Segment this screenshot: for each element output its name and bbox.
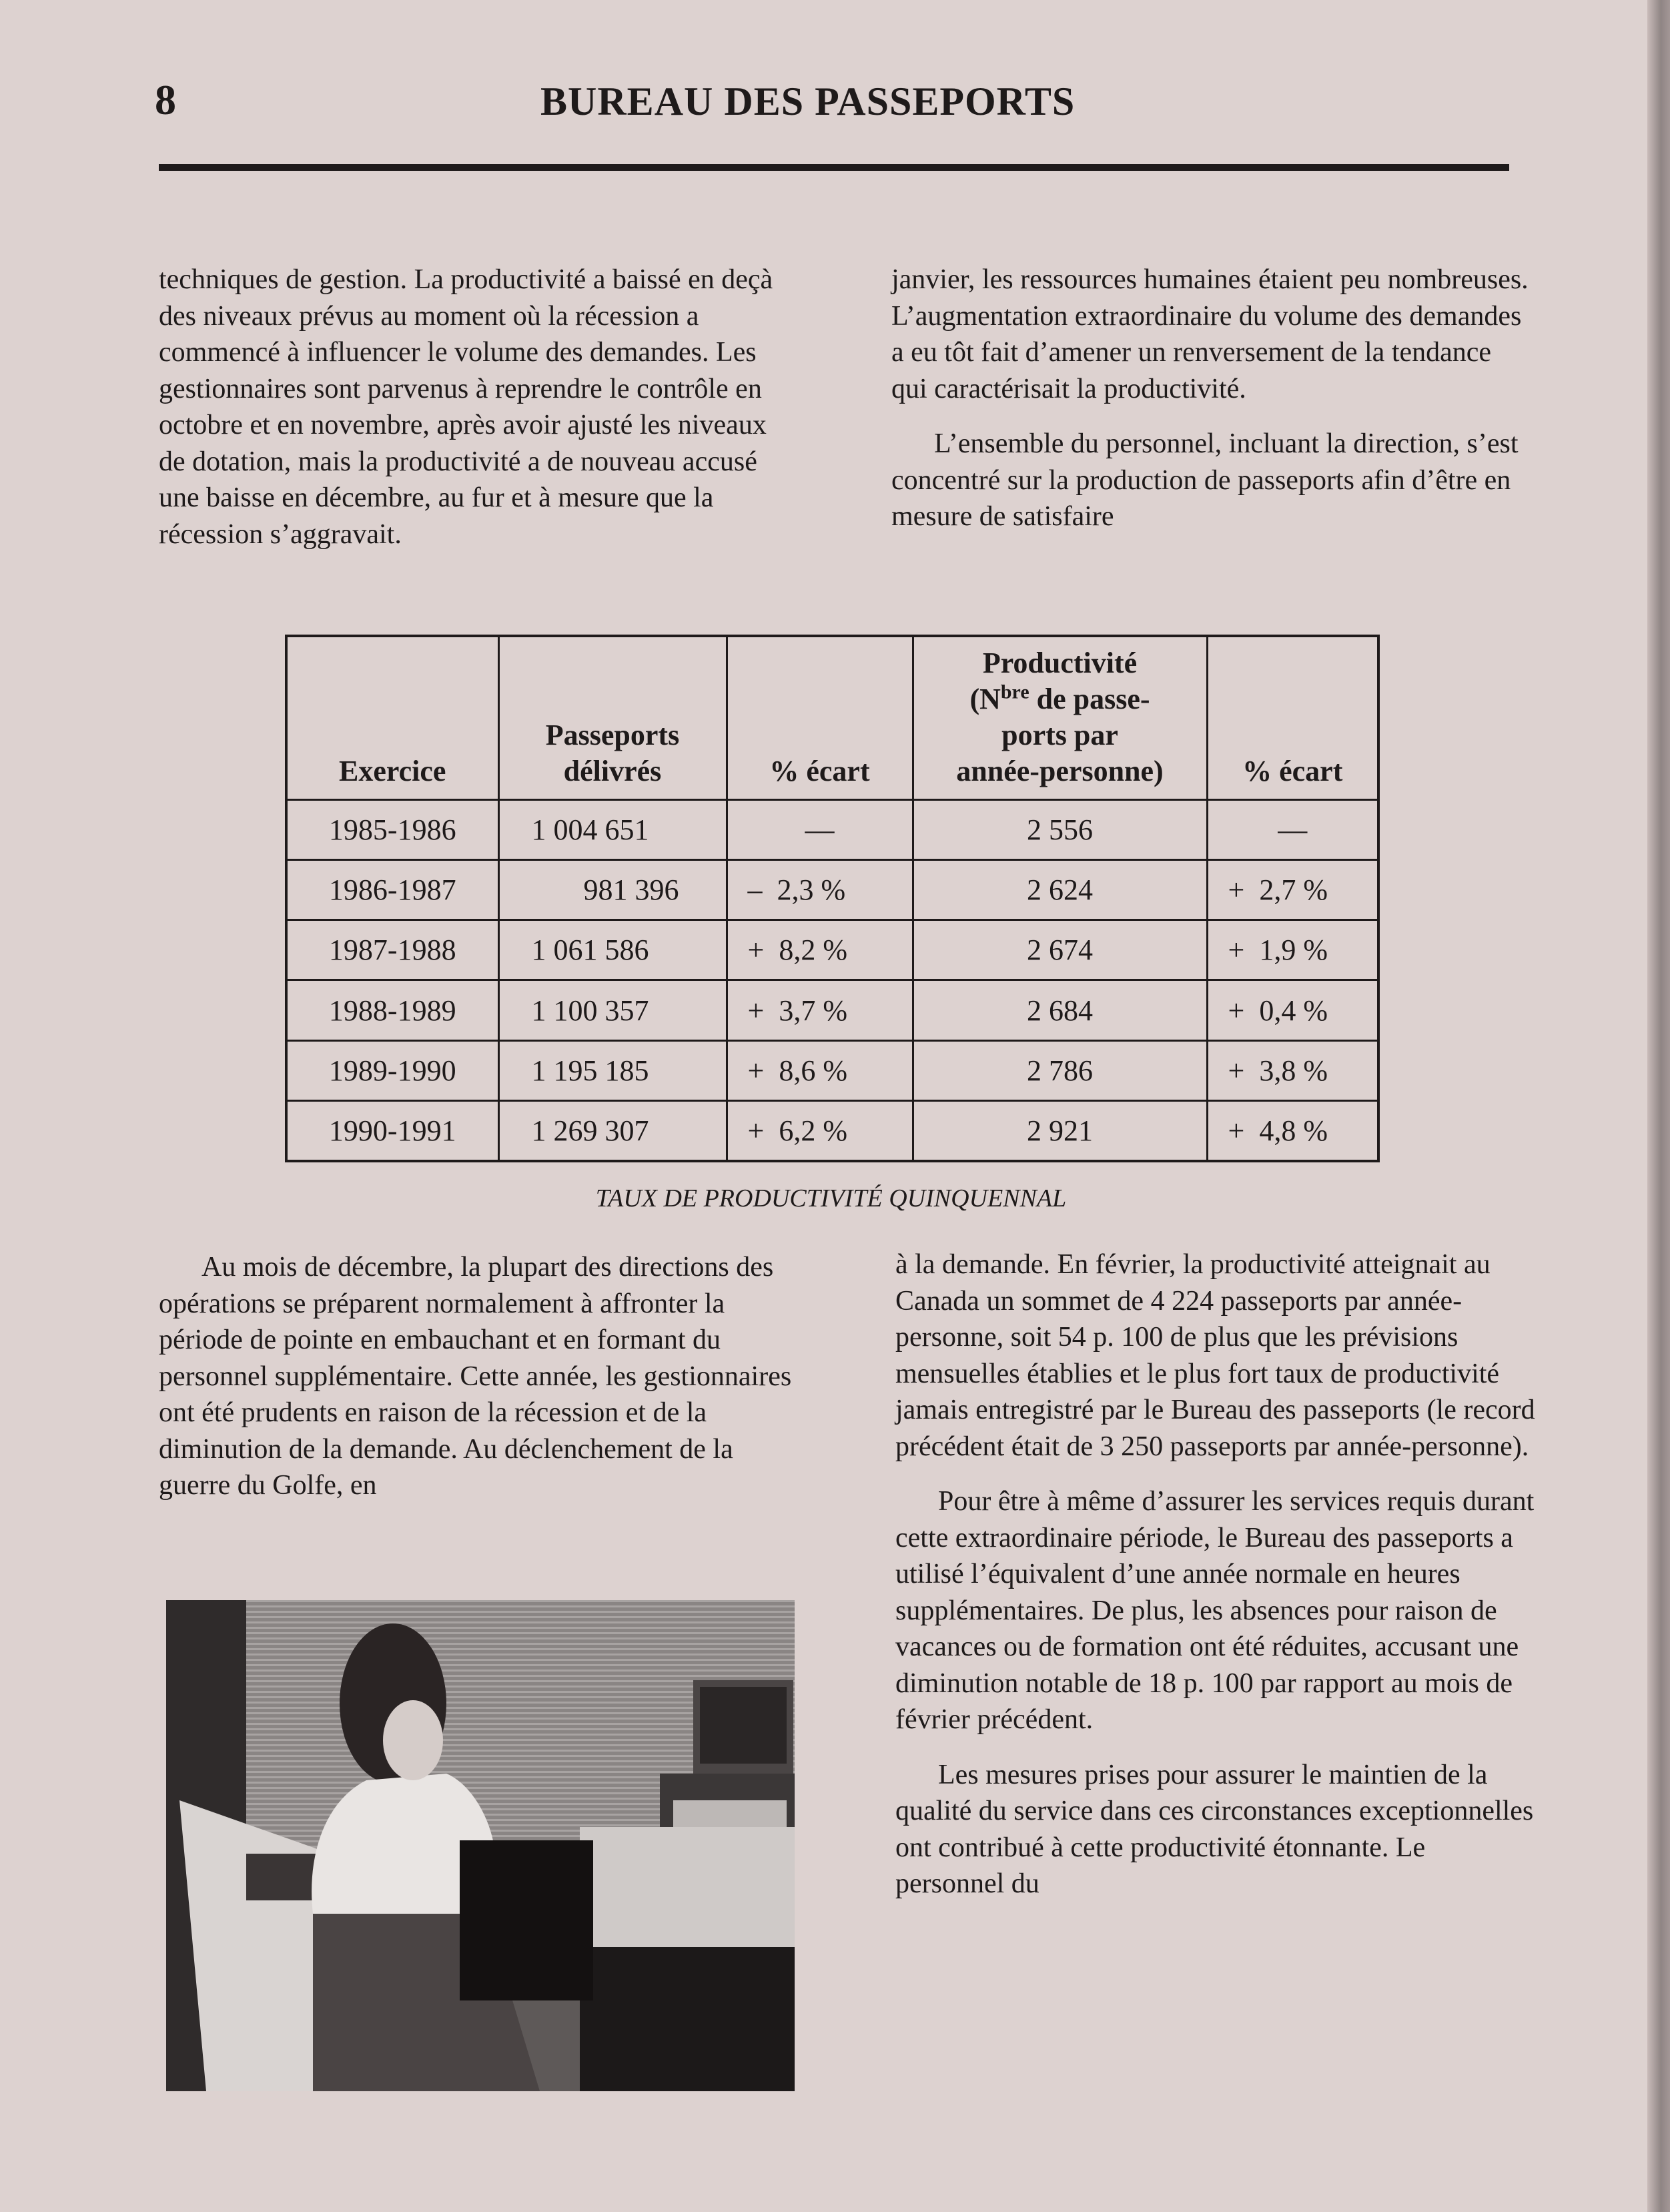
header-ecart-2: % écart xyxy=(1207,636,1378,800)
paragraph: Les mesures prises pour assurer le maintien de la qualité du service dans ces circonstances exceptionnelles ont contribué à cette productivité étonnante. Le personnel du xyxy=(895,1759,1534,1899)
cell-productivite: 2 556 xyxy=(913,800,1207,860)
table-row xyxy=(286,1100,1378,1161)
cell-exercice: 1989-1990 xyxy=(286,1040,498,1100)
header-exercice: Exercice xyxy=(286,636,498,800)
paragraph: janvier, les ressources humaines étaient peu nombreuses. L’augmentation extraordinaire du volume des demandes a eu tôt fait d’amener un renversement de la tendance qui caractérisait la productivité. xyxy=(891,264,1529,404)
table-row xyxy=(286,1040,1378,1100)
cell-ecart-1: + 8,2 % xyxy=(727,920,913,980)
table-row xyxy=(286,860,1378,920)
page-edge-shadow xyxy=(1647,0,1670,2212)
page-title: BUREAU DES PASSEPORTS xyxy=(540,79,1076,123)
cell-exercice: 1990-1991 xyxy=(286,1100,498,1161)
cell-ecart-1: + 8,6 % xyxy=(727,1040,913,1100)
cell-ecart-2: + 4,8 % xyxy=(1207,1100,1378,1161)
cell-productivite: 2 674 xyxy=(913,920,1207,980)
paragraph: Au mois de décembre, la plupart des directions des opérations se préparent normalement à affronter la période de pointe en embauchant et en formant du personnel supplémentaire. Cette année, les gestionnaires ont été prudents en raison de la récession et de la diminution de la demande. Au déclenchement de la guerre du Golfe, en xyxy=(159,1252,792,1501)
cell-exercice: 1985-1986 xyxy=(286,800,498,860)
table-row xyxy=(286,980,1378,1040)
header-rule xyxy=(159,164,1509,171)
table-header-row xyxy=(286,636,1378,800)
paragraph: Pour être à même d’assurer les services requis durant cette extraordinaire période, le Bureau des passeports a utilisé l’équivalent d’une année normale en heures supplémentaires. De plus, les absences pour raison de vacances ou de formation ont été réduites, accusant une diminution notable de 18 p. 100 par rapport au mois de février précédent. xyxy=(895,1486,1535,1735)
cell-ecart-1: — xyxy=(727,800,913,860)
cell-exercice: 1987-1988 xyxy=(286,920,498,980)
header-passeports: Passeports délivrés xyxy=(498,636,727,800)
cell-ecart-1: + 6,2 % xyxy=(727,1100,913,1161)
cell-ecart-2: + 2,7 % xyxy=(1207,860,1378,920)
paragraph: L’ensemble du personnel, incluant la direction, s’est concentré sur la production de passeports afin d’être en mesure de satisfaire xyxy=(891,428,1519,532)
cell-ecart-2: — xyxy=(1207,800,1378,860)
header-ecart-1: % écart xyxy=(727,636,913,800)
text-column-left-top xyxy=(159,262,799,552)
cell-passeports: 1 061 586 xyxy=(498,920,727,980)
productivity-table xyxy=(285,635,1380,1162)
table-row xyxy=(286,800,1378,860)
cell-passeports: 1 004 651 xyxy=(498,800,727,860)
cell-passeports: 981 396 xyxy=(498,860,727,920)
cell-passeports: 1 195 185 xyxy=(498,1040,727,1100)
text-column-right-bottom xyxy=(895,1246,1536,1902)
cell-productivite: 2 684 xyxy=(913,980,1207,1040)
cell-ecart-1: – 2,3 % xyxy=(727,860,913,920)
office-photo xyxy=(166,1600,795,2091)
cell-ecart-1: + 3,7 % xyxy=(727,980,913,1040)
paragraph: techniques de gestion. La productivité a baissé en deçà des niveaux prévus au moment où la récession a commencé à influencer le volume des demandes. Les gestionnaires sont parvenus à reprendre le contrôle en octobre et en novembre, après avoir ajusté les niveaux de dotation, mais la productivité a de nouveau accusé une baisse en décembre, au fur et à mesure que la récession s’aggravait. xyxy=(159,264,773,550)
cell-productivite: 2 786 xyxy=(913,1040,1207,1100)
cell-exercice: 1986-1987 xyxy=(286,860,498,920)
text-column-right-top xyxy=(891,262,1532,535)
cell-passeports: 1 100 357 xyxy=(498,980,727,1040)
cell-ecart-2: + 3,8 % xyxy=(1207,1040,1378,1100)
text-column-left-bottom xyxy=(159,1249,799,1504)
header-productivite: Productivité ($N^{bre}$ de passe- ports par année-personne) xyxy=(913,636,1207,800)
cell-exercice: 1988-1989 xyxy=(286,980,498,1040)
cell-ecart-2: + 1,9 % xyxy=(1207,920,1378,980)
paragraph: à la demande. En février, la productivité atteignait au Canada un sommet de 4 224 passeports par année-personne, soit 54 p. 100 de plus que les prévisions mensuelles établies et le plus fort taux de productivité jamais entregistré par le Bureau des passeports (le record précédent était de 3 250 passeports par année-personne). xyxy=(895,1249,1535,1462)
cell-passeports: 1 269 307 xyxy=(498,1100,727,1161)
table-row xyxy=(286,920,1378,980)
cell-ecart-2: + 0,4 % xyxy=(1207,980,1378,1040)
cell-productivite: 2 921 xyxy=(913,1100,1207,1161)
page-number: 8 xyxy=(155,76,176,123)
table-caption: TAUX DE PRODUCTIVITÉ QUINQUENNAL xyxy=(595,1184,1067,1212)
cell-productivite: 2 624 xyxy=(913,860,1207,920)
